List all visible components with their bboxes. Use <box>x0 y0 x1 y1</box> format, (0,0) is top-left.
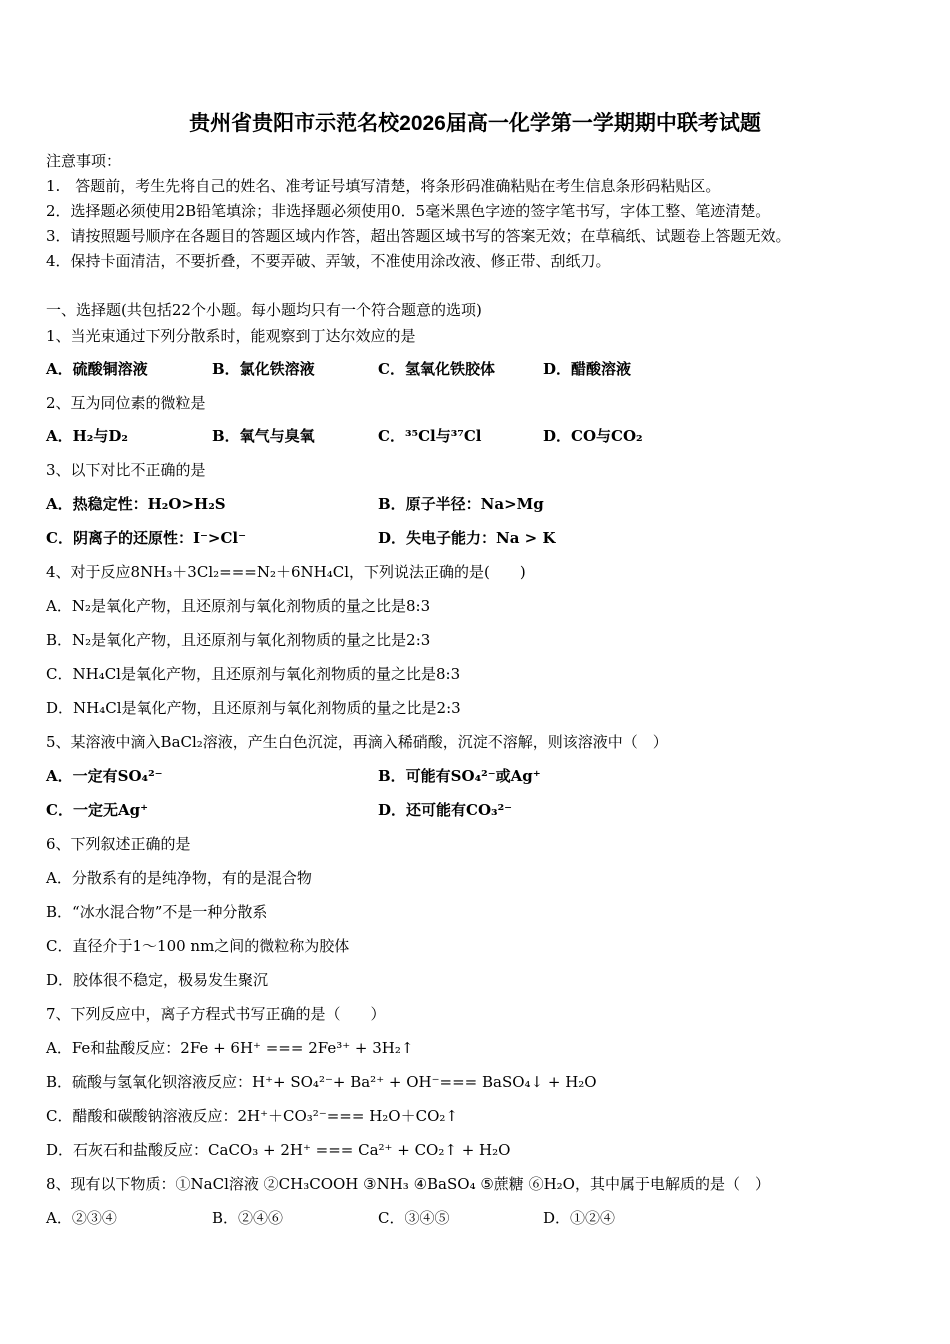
option: D．失电子能力：Na > K <box>378 529 556 547</box>
option: B．原子半径：Na>Mg <box>378 495 544 513</box>
option: C．³⁵Cl与³⁷Cl <box>378 427 482 445</box>
option: D．胶体很不稳定，极易发生聚沉 <box>46 971 269 989</box>
option: C．阴离子的还原性：I⁻>Cl⁻ <box>46 529 246 547</box>
option: D．还可能有CO₃²⁻ <box>378 801 513 819</box>
option: D．CO与CO₂ <box>543 427 643 445</box>
option: A．一定有SO₄²⁻ <box>46 767 163 785</box>
option: A．N₂是氧化产物，且还原剂与氧化剂物质的量之比是8:3 <box>46 597 431 615</box>
option: A．H₂与D₂ <box>46 427 128 445</box>
option: A．热稳定性：H₂O>H₂S <box>46 495 226 513</box>
section-heading: 一、选择题(共包括22个小题。每小题均只有一个符合题意的选项) <box>46 301 482 319</box>
option: B．②④⑥ <box>212 1209 284 1227</box>
option: B．N₂是氧化产物，且还原剂与氧化剂物质的量之比是2:3 <box>46 631 431 649</box>
option: B．硫酸与氢氧化钡溶液反应：H⁺+ SO₄²⁻+ Ba²⁺ + OH⁻=== BaSO₄↓ + H₂O <box>46 1073 597 1091</box>
page-title: 贵州省贵阳市示范名校2026届高一化学第一学期期中联考试题 <box>189 112 761 135</box>
option: B．“冰水混合物”不是一种分散系 <box>46 903 268 921</box>
option: C．一定无Ag⁺ <box>46 801 148 819</box>
option: D．石灰石和盐酸反应：CaCO₃ + 2H⁺ === Ca²⁺ + CO₂↑ + H₂O <box>46 1141 511 1159</box>
option: A．Fe和盐酸反应：2Fe + 6H⁺ === 2Fe³⁺ + 3H₂↑ <box>46 1039 414 1057</box>
question-stem: 8、现有以下物质：①NaCl溶液 ②CH₃COOH ③NH₃ ④BaSO₄ ⑤蔗糖 ⑥H₂O，其中属于电解质的是（ ） <box>46 1175 770 1193</box>
option: A．硫酸铜溶液 <box>46 360 148 378</box>
option: C．醋酸和碳酸钠溶液反应：2H⁺＋CO₃²⁻=== H₂O＋CO₂↑ <box>46 1107 458 1125</box>
option: C．直径介于1～100 nm之间的微粒称为胶体 <box>46 937 350 955</box>
notes-heading: 注意事项： <box>46 152 122 170</box>
option: C．NH₄Cl是氧化产物，且还原剂与氧化剂物质的量之比是8:3 <box>46 665 461 683</box>
question-stem: 6、下列叙述正确的是 <box>46 835 191 853</box>
question-stem: 3、以下对比不正确的是 <box>46 461 206 479</box>
note-item: 2．选择题必须使用2B铅笔填涂；非选择题必须使用0．5毫米黑色字迹的签字笔书写，字体工整、笔迹清楚。 <box>46 202 771 220</box>
option: D．醋酸溶液 <box>543 360 632 378</box>
note-item: 1. 答题前，考生先将自己的姓名、准考证号填写清楚，将条形码准确粘贴在考生信息条形码粘贴区。 <box>46 177 721 195</box>
option: D．①②④ <box>543 1209 616 1227</box>
option: B．氧气与臭氧 <box>212 427 315 445</box>
option: A．②③④ <box>46 1209 117 1227</box>
option: B．氯化铁溶液 <box>212 360 315 378</box>
note-item: 3．请按照题号顺序在各题目的答题区域内作答，超出答题区域书写的答案无效；在草稿纸、试题卷上答题无效。 <box>46 227 791 245</box>
option: D．NH₄Cl是氧化产物，且还原剂与氧化剂物质的量之比是2:3 <box>46 699 461 717</box>
question-stem: 7、下列反应中，离子方程式书写正确的是（ ） <box>46 1005 386 1023</box>
option: C．③④⑤ <box>378 1209 450 1227</box>
question-stem: 4、对于反应8NH₃＋3Cl₂===N₂＋6NH₄Cl，下列说法正确的是( ) <box>46 563 526 581</box>
question-stem: 2、互为同位素的微粒是 <box>46 394 206 412</box>
note-item: 4．保持卡面清洁，不要折叠，不要弄破、弄皱，不准使用涂改液、修正带、刮纸刀。 <box>46 252 611 270</box>
question-stem: 1、当光束通过下列分散系时，能观察到丁达尔效应的是 <box>46 327 416 345</box>
question-stem: 5、某溶液中滴入BaCl₂溶液，产生白色沉淀，再滴入稀硝酸，沉淀不溶解，则该溶液中（ ） <box>46 733 668 751</box>
option: B．可能有SO₄²⁻或Ag⁺ <box>378 767 541 785</box>
option: C．氢氧化铁胶体 <box>378 360 495 378</box>
option: A．分散系有的是纯净物，有的是混合物 <box>46 869 312 887</box>
